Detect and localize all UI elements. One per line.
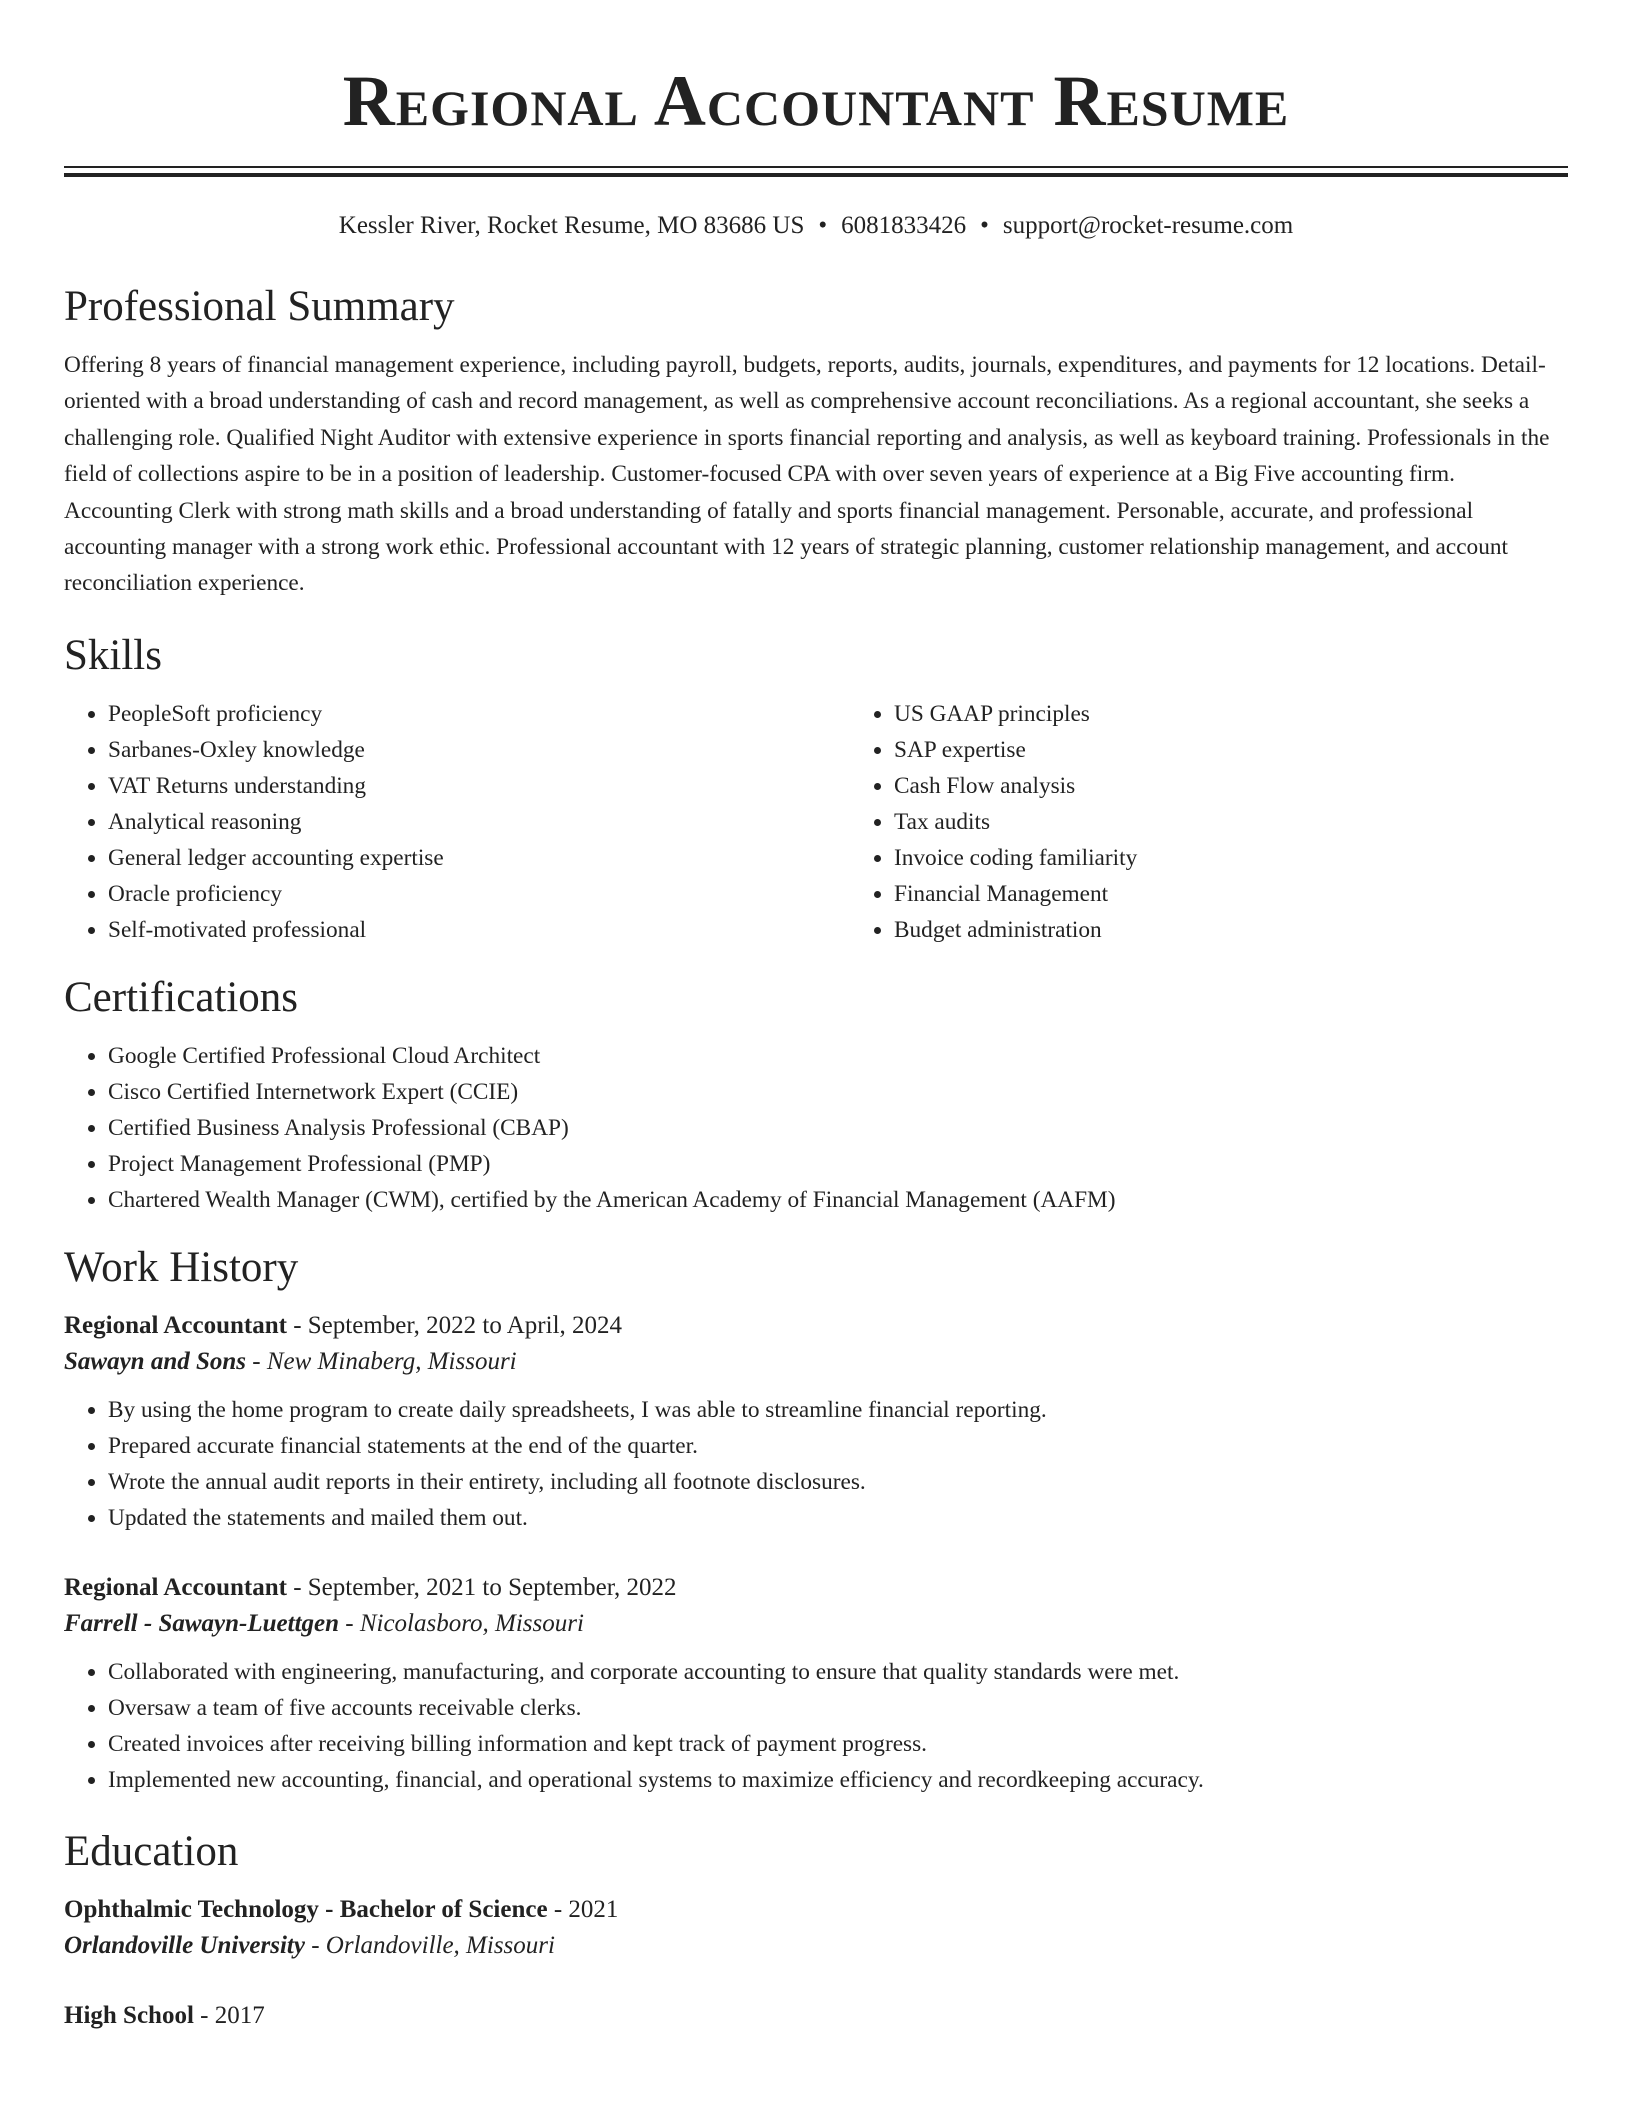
education-degree-line: High School - 2017 xyxy=(64,2001,265,2029)
skill-item: • Budget administration xyxy=(894,912,1632,948)
certifications-list xyxy=(64,1038,1568,1218)
certification-item: • Cisco Certified Internetwork Expert (CCIE) xyxy=(108,1074,1568,1110)
education-year: 2017 xyxy=(214,2001,265,2029)
resume-title: Regional Accountant Resume xyxy=(342,61,1290,141)
skills-heading: Skills xyxy=(64,631,162,679)
job-title-line: Regional Accountant - September, 2022 to April, 2024 xyxy=(64,1311,623,1339)
skill-item: • Sarbanes-Oxley knowledge xyxy=(108,732,850,768)
job-company-line: Farrell - Sawayn-Luettgen - Nicolasboro, Missouri xyxy=(64,1609,584,1637)
certification-item: • Certified Business Analysis Professional (CBAP) xyxy=(108,1110,1568,1146)
contact-separator: • xyxy=(818,212,828,239)
job-company-line: Sawayn and Sons - New Minaberg, Missouri xyxy=(64,1347,517,1375)
summary-heading: Professional Summary xyxy=(64,283,455,330)
job-location: Nicolasboro, Missouri xyxy=(359,1609,584,1637)
certification-item: • Chartered Wealth Manager (CWM), certified by the American Academy of Financial Management (AAFM) xyxy=(108,1182,1568,1218)
education-degree-line: Ophthalmic Technology - Bachelor of Science - 2021 xyxy=(64,1895,619,1923)
contact-address: Kessler River, Rocket Resume, MO 83686 US xyxy=(338,212,805,239)
job-location: New Minaberg, Missouri xyxy=(266,1347,517,1375)
certification-item: • Google Certified Professional Cloud Architect xyxy=(108,1038,1568,1074)
title-rule-thick xyxy=(64,173,1568,177)
job-dates: September, 2021 to September, 2022 xyxy=(307,1573,677,1601)
education-entry xyxy=(64,1998,1568,2034)
title-rule-thin xyxy=(64,166,1568,168)
skills-list-left xyxy=(64,696,850,948)
contact-phone: 6081833426 xyxy=(841,212,967,239)
skill-item: • Cash Flow analysis xyxy=(894,768,1632,804)
work-history-heading: Work History xyxy=(64,1243,299,1291)
job-bullet: • By using the home program to create daily spreadsheets, I was able to streamline financial reporting. xyxy=(108,1392,1568,1428)
certification-item: • Project Management Professional (PMP) xyxy=(108,1146,1568,1182)
skill-item: • PeopleSoft proficiency xyxy=(108,696,850,732)
skill-item: • Invoice coding familiarity xyxy=(894,840,1632,876)
education-degree: Ophthalmic Technology - Bachelor of Science xyxy=(64,1895,548,1923)
job-bullets xyxy=(64,1392,1568,1536)
contact-email: support@rocket-resume.com xyxy=(1002,212,1294,239)
job-bullet: • Updated the statements and mailed them out. xyxy=(108,1500,1568,1536)
job-bullet: • Created invoices after receiving billing information and kept track of payment progress. xyxy=(108,1726,1568,1762)
job-dates: September, 2022 to April, 2024 xyxy=(307,1311,623,1339)
education-school-line: Orlandoville University - Orlandoville, Missouri xyxy=(64,1931,555,1959)
skill-item: • SAP expertise xyxy=(894,732,1632,768)
skill-item: • Tax audits xyxy=(894,804,1632,840)
job-bullet: • Prepared accurate financial statements at the end of the quarter. xyxy=(108,1428,1568,1464)
education-entry xyxy=(64,1892,1568,1964)
summary-text: Offering 8 years of financial management experience, including payroll, budgets, reports, audits, journals, expenditures, and payments for 12 locations. Detail-oriented with a broad understanding of cash and record management, as well as comprehensive account reconciliations. As a regional accountant, she seeks a challenging role. Qualified Night Auditor with extensive experience in sports financial reporting and analysis, as well as keyboard training. Professionals in the field of collections aspire to be in a position of leadership. Customer-focused CPA with over seven years of experience at a Big Five accounting firm. Accounting Clerk with strong math skills and a broad understanding of fatally and sports financial management. Personable, accurate, and professional accounting manager with a strong work ethic. Professional accountant with 12 years of strategic planning, customer relationship management, and account reconciliation experience. xyxy=(64,352,1550,597)
job-bullet: • Implemented new accounting, financial, and operational systems to maximize efficiency and recordkeeping accuracy. xyxy=(108,1762,1568,1798)
education-school: Orlandoville University xyxy=(64,1931,305,1959)
job-entry xyxy=(64,1308,1568,1536)
job-company: Sawayn and Sons xyxy=(64,1347,247,1375)
job-bullet: • Oversaw a team of five accounts receivable clerks. xyxy=(108,1690,1568,1726)
contact-separator: • xyxy=(980,212,989,239)
education-degree: High School xyxy=(64,2001,194,2029)
education-location: Orlandoville, Missouri xyxy=(325,1931,555,1959)
skill-item: • Analytical reasoning xyxy=(108,804,850,840)
job-bullet: • Wrote the annual audit reports in their entirety, including all footnote disclosures. xyxy=(108,1464,1568,1500)
skill-item: • US GAAP principles xyxy=(894,696,1632,732)
skill-item: • Financial Management xyxy=(894,876,1632,912)
certifications-heading: Certifications xyxy=(64,973,299,1021)
skills-columns xyxy=(64,696,1568,948)
contact-line xyxy=(64,211,1568,241)
job-title-line: Regional Accountant - September, 2021 to September, 2022 xyxy=(64,1573,677,1601)
skill-item: • VAT Returns understanding xyxy=(108,768,850,804)
job-bullets xyxy=(64,1654,1568,1798)
skill-item: • Self-motivated professional xyxy=(108,912,850,948)
job-title: Regional Accountant xyxy=(64,1573,287,1601)
skill-item: • General ledger accounting expertise xyxy=(108,840,850,876)
job-title: Regional Accountant xyxy=(64,1311,287,1339)
job-company: Farrell - Sawayn-Luettgen xyxy=(64,1609,340,1637)
job-entry xyxy=(64,1570,1568,1798)
skill-item: • Oracle proficiency xyxy=(108,876,850,912)
skills-list-right xyxy=(850,696,1632,948)
job-bullet: • Collaborated with engineering, manufacturing, and corporate accounting to ensure that quality standards were met. xyxy=(108,1654,1568,1690)
education-year: 2021 xyxy=(568,1895,619,1923)
education-heading: Education xyxy=(64,1827,239,1875)
